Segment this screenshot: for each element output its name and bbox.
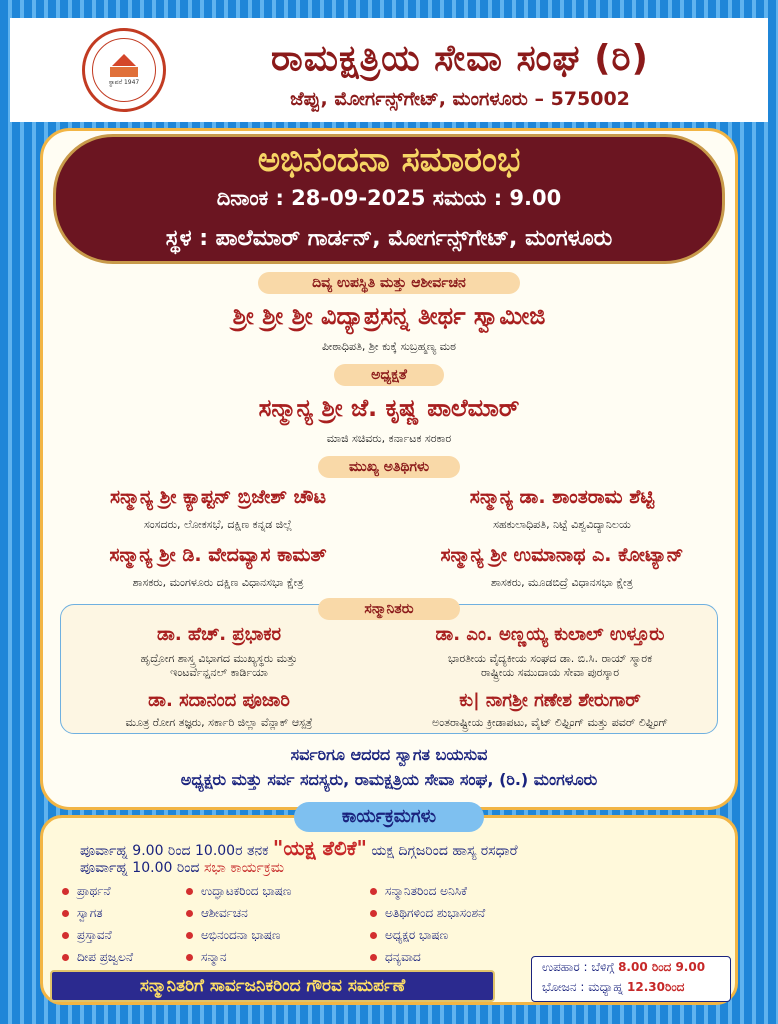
bullet-icon: [370, 910, 377, 917]
event-date-time: ದಿನಾಂಕ : 28-09-2025 ಸಮಯ : 9.00: [216, 186, 562, 210]
guest-desc: ಶಾಸಕರು, ಮಂಗಳೂರು ದಕ್ಷಿಣ ವಿಧಾನಸಭಾ ಕ್ಷೇತ್ರ: [132, 576, 304, 589]
program-item: ಧನ್ಯವಾದ: [370, 950, 421, 965]
organization-logo: [82, 28, 166, 112]
header: [10, 18, 768, 122]
honorees-label: ಸನ್ಮಾನಿತರು: [318, 598, 460, 620]
presence-desc: ಪೀಠಾಧಿಪತಿ, ಶ್ರೀ ಕುಕ್ಕೆ ಸುಬ್ರಹ್ಮಣ್ಯ ಮಠ: [322, 340, 456, 353]
bullet-icon: [370, 954, 377, 961]
organization-address: ಜೆಪ್ಪು, ಮೋರ್ಗನ್ಸ್‌ಗೇಟ್, ಮಂಗಳೂರು – 575002: [290, 88, 630, 110]
program-item: ದೀಪ ಪ್ರಜ್ವಲನೆ: [62, 950, 133, 965]
program-line-1: [80, 836, 518, 860]
presence-name: ಶ್ರೀ ಶ್ರೀ ಶ್ರೀ ವಿದ್ಯಾಪ್ರಸನ್ನ ತೀರ್ಥ ಸ್ವಾಮೀಜಿ: [232, 302, 546, 330]
guest-name: ಸನ್ಮಾನ್ಯ ಶ್ರೀ ಕ್ಯಾಪ್ಟನ್ ಬ್ರಿಜೇಶ್ ಚೌಟ: [109, 486, 327, 508]
program-item: ಅತಿಥಿಗಳಿಂದ ಶುಭಾಸಂಶನೆ: [370, 906, 485, 921]
program-item: ಪ್ರಸ್ತಾವನೆ: [62, 928, 112, 943]
breakfast-line: ಉಪಹಾರ : ಬೆಳಿಗ್ಗೆ 8.00 ರಿಂದ 9.00: [542, 960, 706, 974]
guest-name: ಸನ್ಮಾನ್ಯ ಡಾ. ಶಾಂತರಾಮ ಶೆಟ್ಟಿ: [469, 486, 655, 508]
organization-name: ರಾಮಕ್ಷತ್ರಿಯ ಸೇವಾ ಸಂಘ (ರಿ): [270, 38, 649, 79]
program-item: ಪ್ರಾರ್ಥನೆ: [62, 884, 111, 899]
program-item: ಉದ್ಘಾಟಕರಿಂದ ಭಾಷಣ: [186, 884, 291, 899]
president-desc: ಮಾಜಿ ಸಚಿವರು, ಕರ್ನಾಟಕ ಸರಕಾರ: [326, 432, 452, 445]
program-line-1-time: ಪೂರ್ವಾಹ್ನ 9.00 ರಿಂದ 10.00ರ ತನಕ: [80, 843, 269, 859]
bullet-icon: [62, 932, 69, 939]
program-item: ಸ್ವಾಗತ: [62, 906, 103, 921]
guest-desc: ಶಾಸಕರು, ಮೂಡಬಿದ್ರೆ ವಿಧಾನಸಭಾ ಕ್ಷೇತ್ರ: [491, 576, 633, 589]
program-line-2: [80, 860, 284, 876]
logo-year: ಸ್ಥಾಪನೆ 1947: [108, 78, 140, 86]
logo-emblem: [92, 38, 156, 102]
event-venue: ಸ್ಥಳ : ಪಾಲೆಮಾರ್ ಗಾರ್ಡನ್, ಮೋರ್ಗನ್ಸ್‌ಗೇಟ್, ಮಂಗಳೂರು: [165, 226, 613, 251]
honoree-desc: ಮೂತ್ರ ರೋಗ ತಜ್ಞರು, ಸರ್ಕಾರಿ ಜಿಲ್ಲಾ ವೆನ್ಲಾಕ್ ಆಸ್ಪತ್ರೆ: [125, 716, 313, 729]
bullet-icon: [62, 910, 69, 917]
president-label: ಅಧ್ಯಕ್ಷತೆ: [334, 364, 444, 386]
guest-desc: ಸಂಸದರು, ಲೋಕಸಭೆ, ದಕ್ಷಿಣ ಕನ್ನಡ ಜಿಲ್ಲೆ: [143, 518, 293, 531]
honoree-name: ಡಾ. ಹೆಚ್. ಪ್ರಭಾಕರ: [157, 624, 281, 645]
event-title: ಅಭಿನಂದನಾ ಸಮಾರಂಭ: [257, 140, 521, 180]
guest-name: ಸನ್ಮಾನ್ಯ ಶ್ರೀ ಉಮಾನಾಥ ಎ. ಕೋಟ್ಯಾನ್: [440, 544, 684, 566]
honoree-desc: ಇಂಟರ್ವೆನ್ಷನಲ್ ಕಾರ್ಡಿಯಾ: [170, 666, 268, 679]
bullet-icon: [186, 954, 193, 961]
program-item: ಅಧ್ಯಕ್ಷರ ಭಾಷಣ: [370, 928, 448, 943]
program-line-2-time: ಪೂರ್ವಾಹ್ನ 10.00 ರಿಂದ: [80, 860, 200, 876]
honoree-name: ಡಾ. ಸದಾನಂದ ಪೂಜಾರಿ: [148, 690, 290, 711]
bullet-icon: [186, 888, 193, 895]
honoree-name: ಡಾ. ಎಂ. ಅಣ್ಣಯ್ಯ ಕುಲಾಲ್ ಉಳ್ತೂರು: [435, 624, 665, 645]
honoree-name: ಕು| ನಾಗಶ್ರೀ ಗಣೇಶ ಶೇರುಗಾರ್: [459, 690, 641, 711]
program-line-1-desc: ಯಕ್ಷ ದಿಗ್ಗಜರಿಂದ ಹಾಸ್ಯ ರಸಧಾರೆ: [371, 843, 518, 859]
honoree-desc: ಭಾರತೀಯ ವೈದ್ಯಕೀಯ ಸಂಘದ ಡಾ. ಬಿ.ಸಿ. ರಾಯ್ ಸ್ಮಾರಕ: [447, 652, 653, 665]
welcome-line-1: ಸರ್ವರಿಗೂ ಆದರದ ಸ್ವಾಗತ ಬಯಸುವ: [290, 745, 488, 764]
lunch-line: ಭೋಜನ : ಮಧ್ಯಾಹ್ನ 12.30ರಿಂದ: [542, 980, 685, 994]
bullet-icon: [370, 932, 377, 939]
program-item: ಆಶೀರ್ವಚನ: [186, 906, 248, 921]
program-item: ಸನ್ಮಾನಿತರಿಂದ ಅನಿಸಿಕೆ: [370, 884, 467, 899]
bullet-icon: [370, 888, 377, 895]
program-highlight: "ಯಕ್ಷ ತೆಲಿಕೆ": [272, 836, 367, 860]
guest-desc: ಸಹಕುಲಾಧಿಪತಿ, ನಿಟ್ಟೆ ವಿಶ್ವವಿದ್ಯಾನಿಲಯ: [493, 518, 631, 531]
honoree-desc: ಹೃದ್ರೋಗ ಶಾಸ್ತ್ರ ವಿಭಾಗದ ಮುಖ್ಯಸ್ಥರು ಮತ್ತು: [140, 652, 298, 665]
bullet-icon: [62, 954, 69, 961]
temple-icon: [112, 54, 136, 66]
guests-label: ಮುಖ್ಯ ಅತಿಥಿಗಳು: [318, 456, 460, 478]
presence-label: ದಿವ್ಯ ಉಪಸ್ಥಿತಿ ಮತ್ತು ಆಶೀರ್ವಚನ: [258, 272, 520, 294]
program-title: ಕಾರ್ಯಕ್ರಮಗಳು: [294, 802, 484, 832]
honoree-desc: ರಾಷ್ಟ್ರೀಯ ಸಮುದಾಯ ಸೇವಾ ಪುರಸ್ಕಾರ: [480, 666, 620, 679]
honoree-desc: ಅಂತರಾಷ್ಟ್ರೀಯ ಕ್ರೀಡಾಪಟು, ವೈಟ್ ಲಿಫ್ಟಿಂಗ್ ಮತ್ತು ಪವರ್ ಲಿಫ್ಟಿಂಗ್: [432, 716, 668, 729]
bullet-icon: [186, 932, 193, 939]
bullet-icon: [62, 888, 69, 895]
program-line-2-highlight: ಸಭಾ ಕಾರ್ಯಕ್ರಮ: [203, 860, 285, 876]
president-name: ಸನ್ಮಾನ್ಯ ಶ್ರೀ ಜೆ. ಕೃಷ್ಣ ಪಾಲೆಮಾರ್: [258, 394, 520, 422]
bullet-icon: [186, 910, 193, 917]
program-item: ಸನ್ಮಾನ: [186, 950, 227, 965]
honor-dedication-banner: ಸನ್ಮಾನಿತರಿಗೆ ಸಾರ್ವಜನಿಕರಿಂದ ಗೌರವ ಸಮರ್ಪಣೆ: [50, 970, 495, 1002]
guest-name: ಸನ್ಮಾನ್ಯ ಶ್ರೀ ಡಿ. ವೇದವ್ಯಾಸ ಕಾಮತ್: [109, 544, 327, 566]
welcome-line-2: ಅಧ್ಯಕ್ಷರು ಮತ್ತು ಸರ್ವ ಸದಸ್ಯರು, ರಾಮಕ್ಷತ್ರಿಯ ಸೇವಾ ಸಂಘ, (ರಿ.) ಮಂಗಳೂರು: [180, 770, 598, 789]
temple-base-icon: [110, 67, 138, 77]
program-item: ಅಭಿನಂದನಾ ಭಾಷಣ: [186, 928, 281, 943]
meal-timings: [531, 956, 731, 1002]
